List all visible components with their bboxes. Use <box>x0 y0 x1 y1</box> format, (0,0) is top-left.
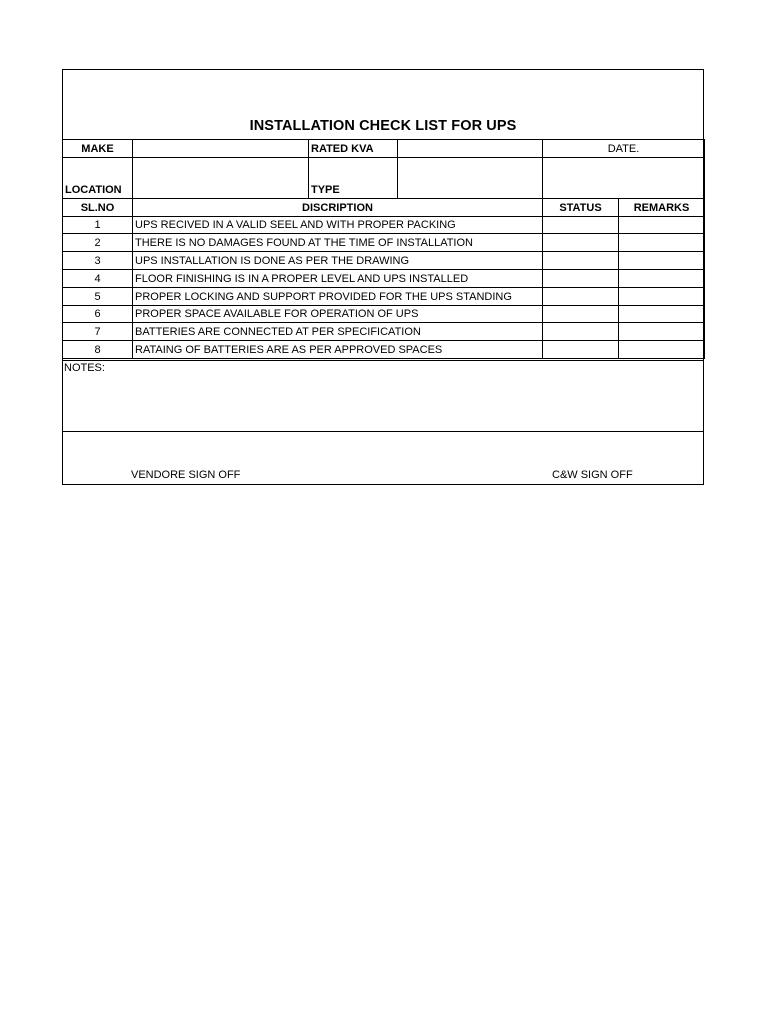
table-row <box>63 323 705 341</box>
item-description: PROPER SPACE AVAILABLE FOR OPERATION OF UPS <box>133 305 543 323</box>
item-status-cell[interactable] <box>543 287 619 305</box>
item-remarks-cell[interactable] <box>619 287 705 305</box>
item-description: FLOOR FINISHING IS IN A PROPER LEVEL AND UPS INSTALLED <box>133 269 543 287</box>
make-field[interactable] <box>133 140 309 158</box>
item-status-cell[interactable] <box>543 269 619 287</box>
column-header-row <box>63 198 705 216</box>
item-description: THERE IS NO DAMAGES FOUND AT THE TIME OF INSTALLATION <box>133 234 543 252</box>
column-header-remarks: REMARKS <box>619 198 705 216</box>
item-remarks-cell[interactable] <box>619 269 705 287</box>
type-field[interactable] <box>398 157 543 198</box>
column-header-slno: SL.NO <box>63 198 133 216</box>
location-label: LOCATION <box>63 157 133 198</box>
table-row <box>63 287 705 305</box>
table-row <box>63 216 705 234</box>
item-number: 1 <box>63 216 133 234</box>
item-number: 6 <box>63 305 133 323</box>
header-row-location <box>63 157 705 198</box>
header-row-make <box>63 140 705 158</box>
item-remarks-cell[interactable] <box>619 216 705 234</box>
notes-box[interactable] <box>62 360 704 432</box>
item-status-cell[interactable] <box>543 216 619 234</box>
item-status-cell[interactable] <box>543 252 619 270</box>
item-description: PROPER LOCKING AND SUPPORT PROVIDED FOR THE UPS STANDING <box>133 287 543 305</box>
item-number: 5 <box>63 287 133 305</box>
table-row <box>63 234 705 252</box>
item-status-cell[interactable] <box>543 305 619 323</box>
item-remarks-cell[interactable] <box>619 252 705 270</box>
item-remarks-cell[interactable] <box>619 323 705 341</box>
item-number: 2 <box>63 234 133 252</box>
item-description: RATAING OF BATTERIES ARE AS PER APPROVED SPACES <box>133 341 543 359</box>
item-status-cell[interactable] <box>543 323 619 341</box>
column-header-description: DISCRIPTION <box>133 198 543 216</box>
item-number: 8 <box>63 341 133 359</box>
item-remarks-cell[interactable] <box>619 305 705 323</box>
item-status-cell[interactable] <box>543 234 619 252</box>
table-row <box>63 341 705 359</box>
table-row <box>63 269 705 287</box>
item-remarks-cell[interactable] <box>619 341 705 359</box>
location-field[interactable] <box>133 157 309 198</box>
item-remarks-cell[interactable] <box>619 234 705 252</box>
vendor-sign-off-label: VENDORE SIGN OFF <box>131 469 241 481</box>
item-description: UPS INSTALLATION IS DONE AS PER THE DRAWING <box>133 252 543 270</box>
type-label: TYPE <box>309 157 398 198</box>
table-row <box>63 252 705 270</box>
date-label[interactable]: DATE. <box>543 140 705 158</box>
item-status-cell[interactable] <box>543 341 619 359</box>
page-title: INSTALLATION CHECK LIST FOR UPS <box>249 118 517 134</box>
item-number: 7 <box>63 323 133 341</box>
item-description: UPS RECIVED IN A VALID SEEL AND WITH PROPER PACKING <box>133 216 543 234</box>
rated-kva-field[interactable] <box>398 140 543 158</box>
make-label: MAKE <box>63 140 133 158</box>
table-row <box>63 305 705 323</box>
column-header-status: STATUS <box>543 198 619 216</box>
item-number: 4 <box>63 269 133 287</box>
rated-kva-label: RATED KVA <box>309 140 398 158</box>
notes-label: NOTES: <box>64 362 105 374</box>
item-number: 3 <box>63 252 133 270</box>
cw-sign-off-label: C&W SIGN OFF <box>552 469 633 481</box>
date-field[interactable] <box>543 157 705 198</box>
item-description: BATTERIES ARE CONNECTED AT PER SPECIFICATION <box>133 323 543 341</box>
checklist-table <box>62 139 705 359</box>
checklist-sheet <box>62 69 704 485</box>
